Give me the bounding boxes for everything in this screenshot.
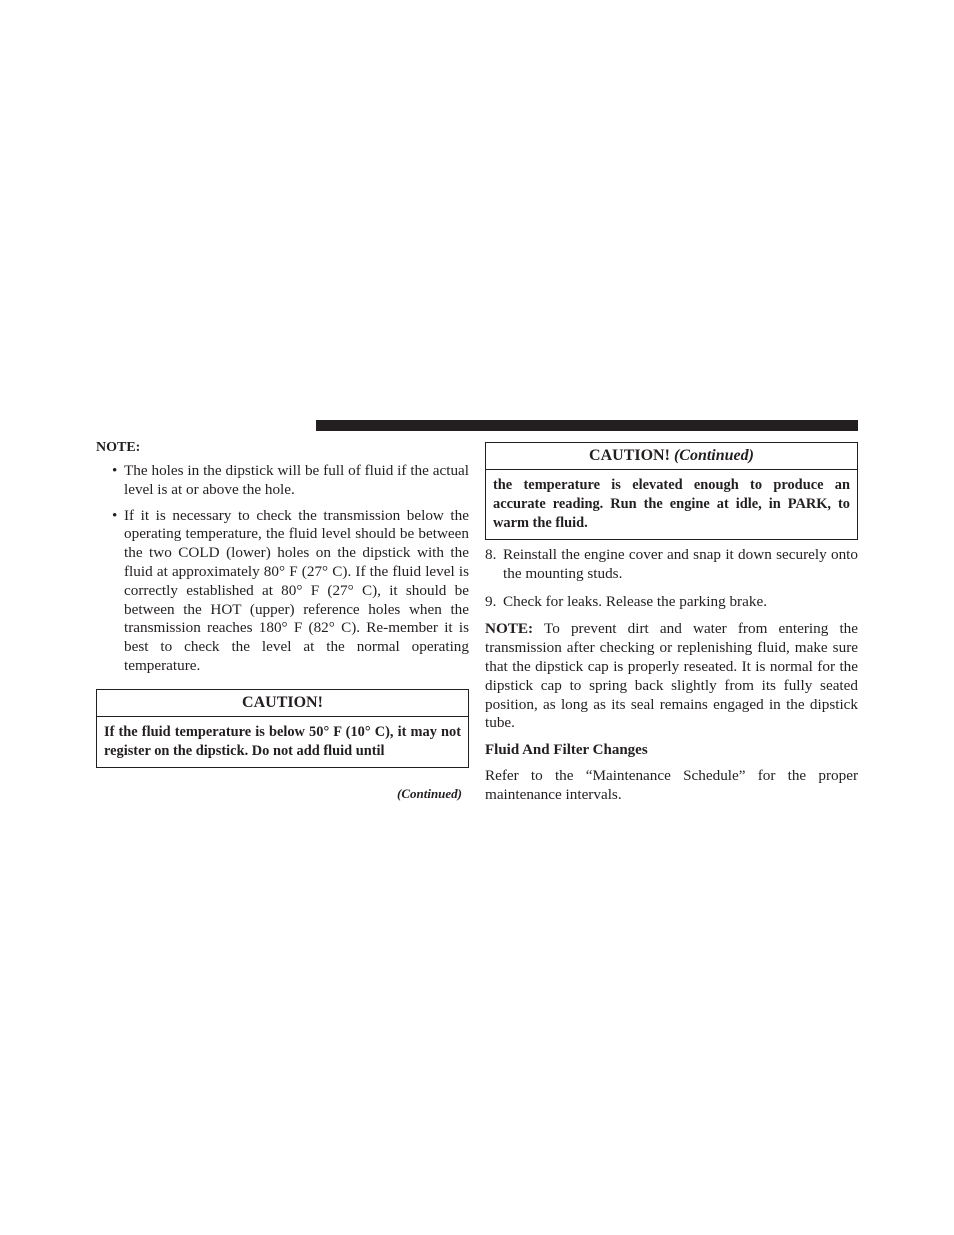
note-paragraph bbox=[485, 620, 858, 733]
header-rule bbox=[316, 420, 858, 431]
maintenance-paragraph: Refer to the “Maintenance Schedule” for the proper maintenance intervals. bbox=[485, 767, 858, 803]
step-text: Reinstall the engine cover and snap it down securely onto the mounting studs. bbox=[503, 546, 858, 582]
caution-title bbox=[486, 443, 857, 470]
right-column bbox=[485, 436, 858, 805]
caution-continued-text: (Continued) bbox=[673, 447, 754, 464]
caution-title: CAUTION! bbox=[97, 690, 468, 717]
continued-label: (Continued) bbox=[396, 785, 462, 801]
note-text: To prevent dirt and water from entering the transmission after checking or replenishing fluid, make sure that the dipstick cap is properly reseated. It is normal for the dipstick cap to spring back slightly from its fully seated position, as long as its seal remains engaged in the dipstick tube. bbox=[485, 620, 858, 732]
left-column bbox=[96, 436, 469, 802]
section-heading: Fluid And Filter Changes bbox=[485, 742, 648, 759]
bullet-icon: • bbox=[112, 462, 118, 479]
step-number: 9. bbox=[485, 592, 497, 610]
bullet-text: If it is necessary to check the transmission below the operating temperature, the fluid level should be between the two COLD (lower) holes on the dipstick with the fluid at approximately 80° F (27° C). If the fluid level is correctly established at 80° F (27° C), it should be between the HOT (upper) reference holes when the transmission reaches 180° F (82° C). Re-member it is best to check the level at the normal operating temperature. bbox=[124, 506, 469, 674]
caution-box-continued bbox=[485, 442, 858, 540]
note-label: NOTE: bbox=[485, 620, 534, 638]
bullet-text: The holes in the dipstick will be full of fluid if the actual level is at or above the hole. bbox=[124, 462, 469, 498]
step-8 bbox=[485, 546, 858, 584]
bullet-icon: • bbox=[112, 506, 118, 524]
note-label: NOTE: bbox=[96, 440, 141, 455]
step-text: Check for leaks. Release the parking brake. bbox=[503, 592, 767, 610]
step-9 bbox=[485, 593, 858, 612]
note-bullet-list bbox=[96, 462, 469, 676]
list-item bbox=[96, 507, 469, 676]
caution-text: If the fluid temperature is below 50° F (10° C), it may not register on the dipstick. Do not add fluid until bbox=[104, 723, 461, 759]
caution-text: the temperature is elevated enough to produce an accurate reading. Run the engine at idle, in PARK, to warm the fluid. bbox=[493, 477, 850, 531]
step-number: 8. bbox=[485, 546, 497, 563]
caution-box bbox=[96, 689, 469, 768]
list-item bbox=[96, 462, 469, 500]
caution-title-text: CAUTION! bbox=[589, 447, 670, 464]
